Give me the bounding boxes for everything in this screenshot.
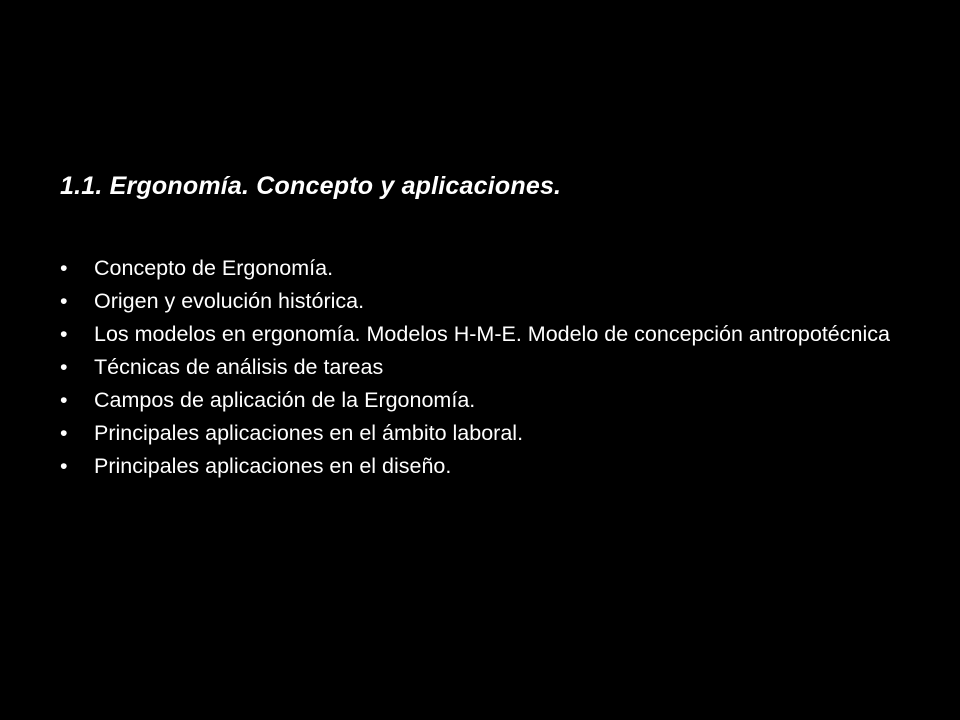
list-item-text: Principales aplicaciones en el ámbito laboral. [94,421,524,445]
list-item-text: Concepto de Ergonomía. [94,256,334,280]
bullet-list [60,255,920,486]
list-item [60,354,920,380]
list-item [60,321,920,347]
slide-title: 1.1. Ergonomía. Concepto y aplicaciones. [60,172,562,200]
bullet-icon: • [60,388,68,412]
bullet-icon: • [60,289,68,313]
list-item-text: Origen y evolución histórica. [94,289,365,313]
list-item [60,420,920,446]
bullet-icon: • [60,322,68,346]
list-item-text: Campos de aplicación de la Ergonomía. [94,388,476,412]
bullet-icon: • [60,454,68,478]
list-item [60,288,920,314]
list-item-text: Técnicas de análisis de tareas [94,355,384,379]
bullet-icon: • [60,421,68,445]
list-item-text: Principales aplicaciones en el diseño. [94,454,452,478]
bullet-icon: • [60,256,68,280]
list-item [60,255,920,281]
list-item [60,387,920,413]
bullet-icon: • [60,355,68,379]
list-item-text: Los modelos en ergonomía. Modelos H-M-E. Modelo de concepción antropotécnica [94,322,890,346]
list-item [60,453,920,479]
